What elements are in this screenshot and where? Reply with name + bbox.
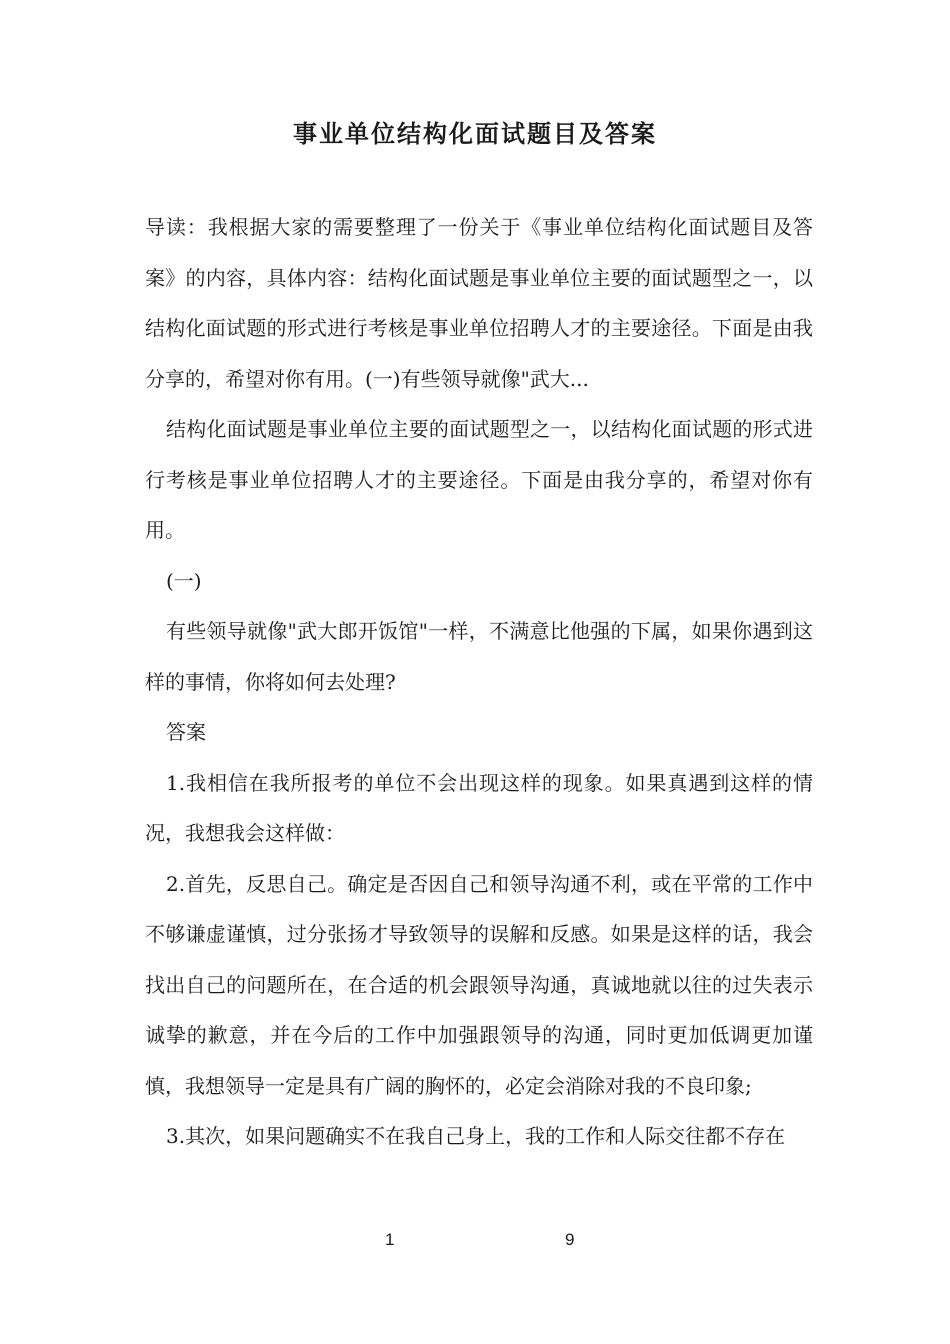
section-marker: (一) bbox=[166, 568, 202, 593]
answer-heading: 答案 bbox=[166, 720, 206, 744]
intro-paragraph: 导读：我根据大家的需要整理了一份关于《事业单位结构化面试题目及答案》的内容，具体内容：结构化面试题是事业单位主要的面试题型之一，以结构化面试题的形式进行考核是事业单位招聘人才的主要途径。下面是由我分享的，希望对你有用。(一)有些领导就像"武大... bbox=[145, 215, 813, 391]
answer-item-1: 1.我相信在我所报考的单位不会出现这样的现象。如果真遇到这样的情况，我想我会这样做： bbox=[145, 770, 813, 845]
lead-paragraph: 结构化面试题是事业单位主要的面试题型之一，以结构化面试题的形式进行考核是事业单位招聘人才的主要途径。下面是由我分享的，希望对你有用。 bbox=[145, 417, 813, 542]
document-title: 事业单位结构化面试题目及答案 bbox=[293, 120, 657, 148]
current-page-number: 1 bbox=[385, 1230, 395, 1249]
total-pages-number: 9 bbox=[565, 1230, 575, 1249]
document-body bbox=[145, 202, 813, 1162]
answer-item-2: 2.首先，反思自己。确定是否因自己和领导沟通不利，或在平常的工作中不够谦虚谨慎，过分张扬才导致领导的误解和反感。如果是这样的话，我会找出自己的问题所在，在合适的机会跟领导沟通，真诚地就以往的过失表示诚挚的歉意，并在今后的工作中加强跟领导的沟通，同时更加低调更加谨慎，我想领导一定是具有广阔的胸怀的，必定会消除对我的不良印象; bbox=[145, 871, 813, 1098]
answer-item-3: 3.其次，如果问题确实不在我自己身上，我的工作和人际交往都不存在 bbox=[166, 1124, 786, 1148]
question-paragraph: 有些领导就像"武大郎开饭馆"一样，不满意比他强的下属，如果你遇到这样的事情，你将如何去处理? bbox=[145, 619, 813, 694]
page-footer bbox=[0, 1226, 950, 1256]
